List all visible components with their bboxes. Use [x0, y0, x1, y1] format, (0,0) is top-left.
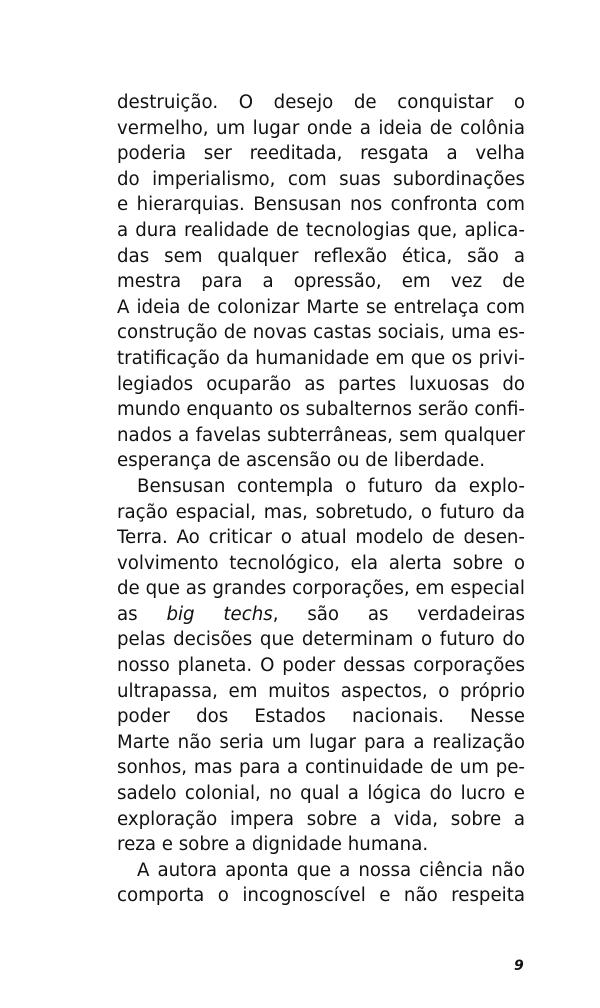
text-line: ultrapassa, em muitos aspectos, o próprio — [117, 680, 525, 702]
text-line-italic-term: as big techs, são as verdadeiras — [117, 603, 525, 625]
text-line: exploração impera sobre a vida, sobre a — [117, 808, 525, 830]
text-line: nosso planeta. O poder dessas corporações — [117, 655, 525, 677]
text-line: esperança de ascensão ou de liberdade. — [117, 450, 486, 472]
text-line: pelas decisões que determinam o futuro do — [117, 629, 525, 651]
text-line: mestra para a opressão, em vez de — [117, 271, 525, 293]
text-line: Bensusan contempla o futuro da explo- — [137, 475, 525, 497]
text-line: Terra. Ao criticar o atual modelo de desen- — [117, 527, 525, 549]
text-line: sadelo colonial, no qual a lógica do lucro e — [117, 783, 525, 805]
paragraph-1 — [117, 90, 525, 474]
text-line: sonhos, mas para a continuidade de um pe- — [117, 757, 525, 779]
paragraph-2 — [117, 474, 525, 858]
text-line: vermelho, um lugar onde a ideia de colônia — [117, 117, 525, 139]
text-line: Marte não seria um lugar para a realização — [117, 731, 525, 753]
text-line: A autora aponta que a nossa ciência não — [137, 859, 525, 881]
text-line: ração espacial, mas, sobretudo, o futuro da — [117, 501, 525, 523]
paragraph-3 — [117, 858, 525, 909]
text-line: do imperialismo, com suas subordinações — [117, 168, 525, 190]
page-number: 9 — [514, 958, 524, 974]
text-line: destruição. O desejo de conquistar o — [117, 92, 525, 113]
text-line: tratificação da humanidade em que os privi- — [117, 347, 525, 369]
text-line: construção de novas castas sociais, uma es- — [117, 322, 525, 344]
text-line: a dura realidade de tecnologias que, aplica- — [117, 219, 525, 241]
text-line: das sem qualquer reflexão ética, são a — [117, 245, 525, 267]
text-line: volvimento tecnológico, ela alerta sobre o — [117, 552, 525, 574]
text-line: poderia ser reeditada, resgata a velha — [117, 143, 525, 165]
text-line: de que as grandes corporações, em especial — [117, 578, 525, 600]
text-line: poder dos Estados nacionais. Nesse — [117, 706, 525, 728]
text-line: e hierarquias. Bensusan nos confronta com — [117, 194, 525, 216]
text-line: mundo enquanto os subalternos serão confi- — [117, 399, 525, 421]
text-line: comporta o incognoscível e não respeita — [117, 885, 525, 907]
text-line: nados a favelas subterrâneas, sem qualquer — [117, 424, 525, 446]
text-line: reza e sobre a dignidade humana. — [117, 834, 429, 856]
body-text — [117, 90, 525, 909]
text-line: legiados ocuparão as partes luxuosas do — [117, 373, 525, 395]
italic-term: big techs — [166, 603, 273, 625]
text-line: A ideia de colonizar Marte se entrelaça com — [117, 296, 525, 318]
